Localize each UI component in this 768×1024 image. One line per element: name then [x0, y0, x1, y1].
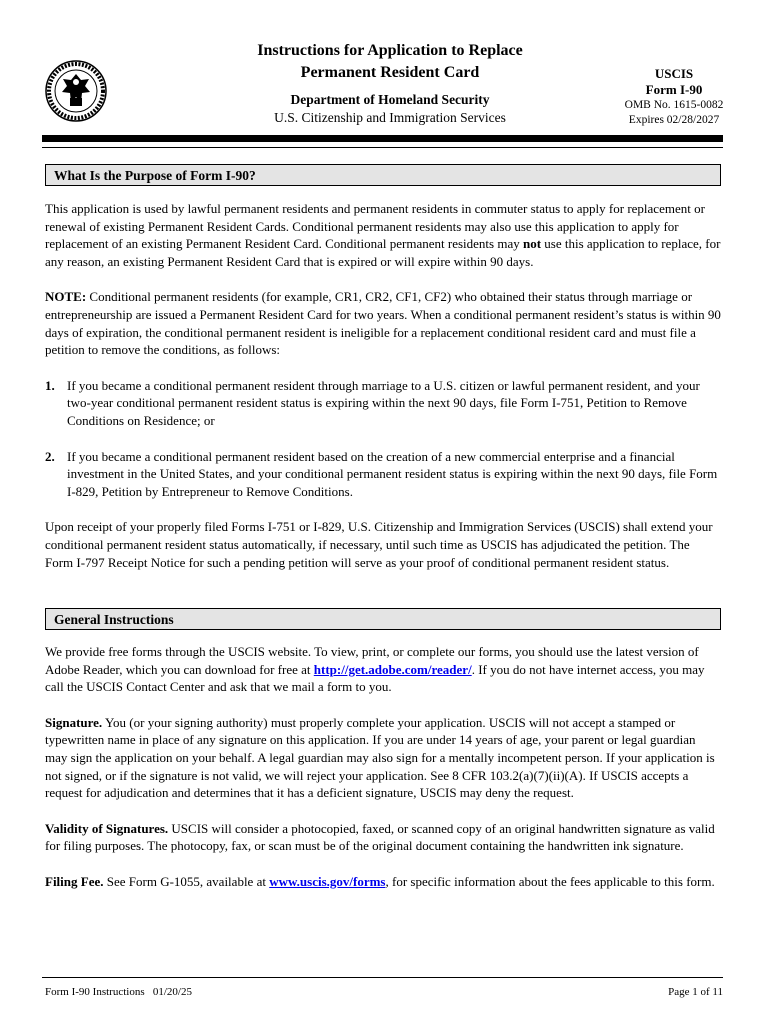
filing-fee-text-b: , for specific information about the fees applicable to this form.	[385, 873, 715, 889]
header-rule-thin	[42, 147, 723, 148]
form-number: Form I-90	[645, 82, 703, 97]
filing-fee-label: Filing Fee.	[45, 873, 104, 889]
filing-fee-paragraph	[45, 873, 721, 891]
department-name: Department of Homeland Security	[290, 92, 490, 107]
footer-form-id: Form I-90 Instructions 01/20/25	[45, 986, 192, 998]
purpose-text-not: not	[522, 236, 542, 252]
filing-fee-text-a: See Form G-1055, available at	[103, 873, 270, 889]
purpose-paragraph	[45, 200, 721, 270]
general-body	[45, 643, 721, 891]
note-label: NOTE:	[45, 289, 87, 305]
purpose-text-a: This application is used by lawful permanent residents and permanent residents in commuter status to apply for replacement or renewal of existing Permanent Resident Cards. Conditional permanent residents may also use this application to apply for replacement of an existing Permanent Resident Card. Conditional permanent residents may	[45, 201, 705, 252]
signature-text: You (or your signing authority) must properly complete your application. USCIS will not accept a stamped or typewritten name in place of any signature on this application. If you are under 14 years of age, your parent or legal guardian may sign the application on your behalf. A legal guardian may also sign for a mentally incompetent person. If your application is not signed, or if the signature is not valid, we will reject your application. See 8 CFR 103.2(a)(7)(ii)(A). If USCIS accepts a request for adjudication and determines that it has a deficient signature, USCIS may deny the request.	[45, 714, 715, 801]
form-id-block	[610, 66, 738, 128]
list-item-number: 1.	[45, 377, 55, 393]
expiration-date: Expires 02/28/2027	[628, 114, 720, 126]
free-forms-text-a: We provide free forms through the USCIS website. To view, print, or complete our forms, you should use the latest version of Adobe Reader, which you can download for free at	[45, 644, 699, 677]
header-rule-thick	[42, 135, 723, 142]
dhs-seal-icon	[45, 60, 107, 122]
footer-rule	[42, 977, 723, 978]
list-item	[45, 377, 721, 430]
page-number: Page 1 of 11	[668, 986, 723, 998]
validity-label: Validity of Signatures.	[45, 820, 169, 836]
doc-title-line2: Permanent Resident Card	[300, 64, 480, 81]
free-forms-text-b: . If you do not have internet access, you may call the USCIS Contact Center and ask that we mail a form to you.	[45, 661, 705, 695]
uscis-label: USCIS	[654, 66, 694, 81]
signature-paragraph	[45, 714, 721, 802]
uscis-forms-link[interactable]: www.uscis.gov/forms	[269, 873, 386, 889]
list-item-text: If you became a conditional permanent resident based on the creation of a new commercial enterprise and a financial investment in the United States, and your conditional permanent resident status is expiring within the next 90 days, file Form I-829, Petition by Entrepreneur to Remove Conditions.	[67, 448, 718, 499]
section-heading-purpose: What Is the Purpose of Form I-90?	[45, 164, 721, 186]
note-text: Conditional permanent residents (for example, CR1, CR2, CF1, CF2) who obtained their status through marriage or entrepreneurship are issued a Permanent Resident Card for two years. When a conditional permanent resident’s status is within 90 days of expiration, the conditional permanent resident is ineligible for a replacement conditional resident card and must file a petition to remove the conditions, as follows:	[45, 289, 721, 358]
purpose-text-b: use this application to replace, for any reason, an existing Permanent Resident Card that is expired or will expire within 90 days.	[45, 236, 721, 269]
upon-receipt-paragraph: Upon receipt of your properly filed Forms I-751 or I-829, U.S. Citizenship and Immigration Services (USCIS) shall extend your conditional permanent resident status automatically, if necessary, until such time as USCIS has adjudicated the petition. The Form I-797 Receipt Notice for such a pending petition will serve as your proof of conditional permanent resident status.	[45, 519, 713, 570]
list-item-number: 2.	[45, 448, 55, 464]
adobe-reader-link[interactable]: http://get.adobe.com/reader/	[313, 661, 472, 677]
free-forms-paragraph	[45, 643, 721, 696]
note-paragraph	[45, 288, 721, 358]
list-item-text: If you became a conditional permanent resident through marriage to a U.S. citizen or lawful permanent resident, and your two-year conditional permanent resident status is expiring within the next 90 days, file Form I-751, Petition to Remove Conditions on Residence; or	[67, 377, 700, 428]
doc-title-line1: Instructions for Application to Replace	[257, 42, 523, 59]
title-block	[190, 40, 590, 127]
validity-text: USCIS will consider a photocopied, faxed, or scanned copy of an original handwritten signature as valid for filing purposes. The photocopy, fax, or scan must be of the original document containing the handwritten ink signature.	[45, 820, 715, 854]
validity-paragraph	[45, 820, 721, 855]
list-item	[45, 448, 721, 501]
omb-number: OMB No. 1615-0082	[624, 99, 724, 111]
section-heading-general: General Instructions	[45, 608, 721, 630]
signature-label: Signature.	[45, 714, 103, 730]
agency-name: U.S. Citizenship and Immigration Services	[274, 110, 506, 125]
purpose-body	[45, 200, 721, 571]
